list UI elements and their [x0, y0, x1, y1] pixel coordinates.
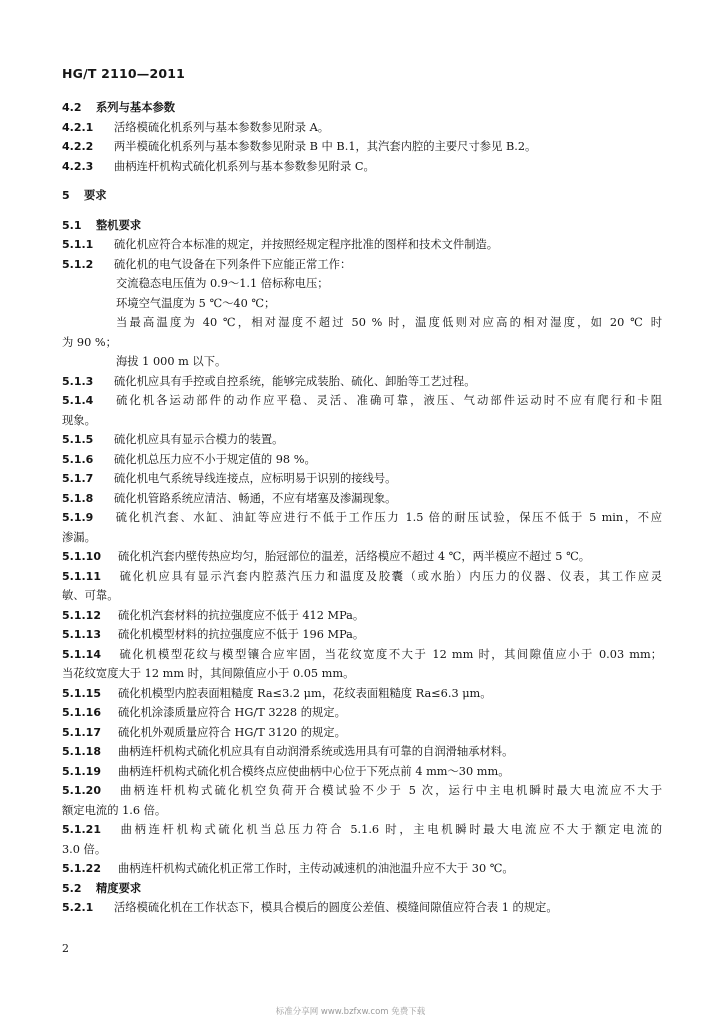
clause-text: 硫化机应具有显示合模力的装置。 — [114, 433, 284, 446]
clause-line — [62, 294, 662, 314]
clause-text: 硫化机各运动部件的动作应平稳、灵活、准确可靠，液压、气动部件运动时不应有爬行和卡阻 — [114, 394, 662, 407]
clause-number: 5.1.13 — [62, 628, 101, 641]
clause-number: 4.2.2 — [62, 140, 94, 153]
clause-line — [62, 859, 662, 879]
clause-text: 曲柄连杆机构式硫化机正常工作时，主传动减速机的油池温升应不大于 30 ℃。 — [118, 862, 514, 875]
clause-line — [62, 723, 662, 743]
clause-text: 硫化机模型花纹与模型镶合应牢固，当花纹宽度不大于 12 mm 时，其间隙值应小于 0.03 mm； — [118, 647, 662, 661]
clause-line — [62, 898, 662, 918]
clause-text: 硫化机应符合本标准的规定，并按照经规定程序批准的图样和技术文件制造。 — [114, 238, 499, 251]
clause-text: 3.0 倍。 — [62, 842, 107, 856]
clause-line — [62, 742, 662, 762]
clause-line — [62, 391, 662, 411]
clause-text: 精度要求 — [96, 880, 142, 895]
clause-number: 5.1.3 — [62, 374, 94, 388]
clause-line — [62, 586, 662, 606]
clause-line — [62, 450, 662, 470]
clause-text: 硫化机模型内腔表面粗糙度 Ra≤3.2 μm，花纹表面粗糙度 Ra≤6.3 μm。 — [118, 686, 492, 700]
clause-line — [62, 567, 662, 587]
clause-line — [62, 235, 662, 255]
clause-text: 活络模硫化机在工作状态下，模具合模后的圆度公差值、模缝间隙值应符合表 1 的规定。 — [114, 901, 558, 914]
clause-number: 5.1.7 — [62, 472, 94, 485]
clause-line — [62, 430, 662, 450]
clause-text: 海拔 1 000 m 以下。 — [116, 355, 227, 368]
clause-text: 硫化机涂漆质量应符合 HG/T 3228 的规定。 — [118, 706, 346, 719]
clause-number: 5.1.6 — [62, 452, 94, 466]
clause-line — [62, 645, 662, 665]
clause-text: 硫化机汽套内壁传热应均匀，胎冠部位的温差，活络模应不超过 4 ℃，两半模应不超过 5 ℃。 — [118, 550, 591, 563]
clause-number: 5.1.4 — [62, 394, 94, 407]
clause-text: 硫化机电气系统导线连接点，应标明易于识别的接线号。 — [114, 472, 397, 485]
clause-line — [62, 118, 662, 138]
clause-text: 硫化机管路系统应清洁、畅通，不应有堵塞及渗漏现象。 — [114, 491, 397, 505]
clause-line — [62, 664, 662, 684]
clause-line — [62, 352, 662, 372]
clause-line — [62, 840, 662, 860]
clause-line — [62, 547, 662, 567]
clause-line — [62, 781, 662, 801]
clause-number: 4.2 — [62, 101, 82, 114]
clause-line — [62, 684, 662, 704]
clause-line — [62, 762, 662, 782]
section-heading — [62, 216, 662, 236]
clause-line — [62, 820, 662, 840]
clause-line — [62, 255, 662, 275]
clause-number: 5.1.19 — [62, 764, 101, 778]
clause-text: 敏、可靠。 — [62, 589, 119, 602]
clause-number: 5.1.17 — [62, 725, 101, 739]
clause-line — [62, 801, 662, 821]
clause-number: 5.1 — [62, 218, 82, 232]
clause-text: 两半模硫化机系列与基本参数参见附录 B 中 B.1，其汽套内腔的主要尺寸参见 B.2。 — [114, 140, 537, 153]
clause-line — [62, 489, 662, 509]
clause-line — [62, 508, 662, 528]
clause-text: 现象。 — [62, 413, 96, 427]
section-gap — [62, 176, 662, 186]
clause-text: 额定电流的 1.6 倍。 — [62, 803, 167, 817]
clause-line — [62, 411, 662, 431]
clause-text: 曲柄连杆机构式硫化机系列与基本参数参见附录 C。 — [114, 159, 375, 173]
clause-text: 曲柄连杆机构式硫化机应具有自动润滑系统或选用具有可靠的自润滑轴承材料。 — [118, 745, 514, 758]
clause-text: 曲柄连杆机构式硫化机空负荷开合模试验不少于 5 次，运行中主电机瞬时最大电流应不大于 — [118, 784, 662, 797]
clause-number: 5.1.21 — [62, 823, 101, 836]
section-heading — [62, 186, 662, 206]
clause-number: 5.1.2 — [62, 257, 94, 271]
clause-number: 5.1.22 — [62, 862, 101, 875]
clause-text: 硫化机应具有显示汽套内腔蒸汽压力和温度及胶囊（或水胎）内压力的仪器、仪表，其工作应灵 — [118, 569, 662, 583]
clause-number: 5.1.15 — [62, 686, 101, 700]
page-number: 2 — [62, 942, 69, 955]
clause-line — [62, 157, 662, 177]
clause-text: 当花纹宽度大于 12 mm 时，其间隙值应小于 0.05 mm。 — [62, 667, 355, 680]
clause-line — [62, 625, 662, 645]
clause-text: 整机要求 — [96, 217, 142, 232]
clause-number: 5.1.9 — [62, 511, 94, 524]
clause-text: 硫化机汽套材料的抗拉强度应不低于 412 MPa。 — [118, 608, 365, 622]
clause-number: 5.1.14 — [62, 647, 101, 661]
clause-line — [62, 606, 662, 626]
clause-number: 5.1.1 — [62, 238, 94, 251]
clause-line — [62, 274, 662, 294]
clause-number: 5.1.20 — [62, 784, 101, 797]
clause-line — [62, 372, 662, 392]
clause-line — [62, 469, 662, 489]
clause-number: 5 — [62, 189, 70, 202]
clause-text: 系列与基本参数 — [96, 100, 176, 114]
clause-number: 5.1.18 — [62, 745, 101, 758]
clause-text: 硫化机的电气设备在下列条件下应能正常工作： — [114, 257, 352, 271]
clause-text: 硫化机应具有手控或自控系统，能够完成装胎、硫化、卸胎等工艺过程。 — [114, 374, 476, 388]
section-gap — [62, 206, 662, 216]
clause-number: 5.1.10 — [62, 550, 101, 563]
clause-number: 5.2 — [62, 881, 82, 895]
section-heading — [62, 98, 662, 118]
clause-text: 硫化机模型材料的抗拉强度应不低于 196 MPa。 — [118, 628, 365, 641]
clause-text: 环境空气温度为 5 ℃～40 ℃； — [116, 296, 276, 310]
clause-text: 曲柄连杆机构式硫化机当总压力符合 5.1.6 时，主电机瞬时最大电流应不大于额定电流的 — [118, 823, 662, 836]
clause-text: 硫化机汽套、水缸、油缸等应进行不低于工作压力 1.5 倍的耐压试验，保压不低于 5 min，不应 — [114, 511, 662, 524]
clause-number: 5.1.8 — [62, 491, 94, 505]
clause-number: 4.2.3 — [62, 159, 94, 173]
clause-line — [62, 137, 662, 157]
document-body — [62, 98, 662, 918]
clause-text: 当最高温度为 40 ℃，相对湿度不超过 50 % 时，温度低则对应高的相对湿度，如 20 ℃ 时 — [116, 316, 662, 329]
clause-number: 5.2.1 — [62, 901, 94, 914]
clause-text: 渗漏。 — [62, 530, 96, 544]
clause-text: 要求 — [84, 188, 107, 202]
clause-line — [62, 313, 662, 333]
clause-number: 5.1.12 — [62, 608, 101, 622]
standard-code-header: HG/T 2110—2011 — [62, 66, 186, 81]
clause-number: 5.1.5 — [62, 433, 94, 446]
clause-text: 为 90 %； — [62, 335, 117, 349]
clause-text: 硫化机外观质量应符合 HG/T 3120 的规定。 — [118, 725, 346, 739]
clause-text: 硫化机总压力应不小于规定值的 98 %。 — [114, 452, 316, 466]
clause-text: 活络模硫化机系列与基本参数参见附录 A。 — [114, 120, 330, 134]
clause-line — [62, 528, 662, 548]
section-heading — [62, 879, 662, 899]
clause-text: 交流稳态电压值为 0.9～1.1 倍标称电压； — [116, 277, 329, 290]
clause-text: 曲柄连杆机构式硫化机合模终点应使曲柄中心位于下死点前 4 mm～30 mm。 — [118, 764, 510, 778]
watermark-text: 标准分享网 www.bzfxw.com 免费下载 — [275, 1007, 426, 1017]
clause-number: 4.2.1 — [62, 120, 94, 134]
clause-number: 5.1.11 — [62, 569, 101, 583]
clause-line — [62, 703, 662, 723]
clause-line — [62, 333, 662, 353]
clause-number: 5.1.16 — [62, 706, 101, 719]
